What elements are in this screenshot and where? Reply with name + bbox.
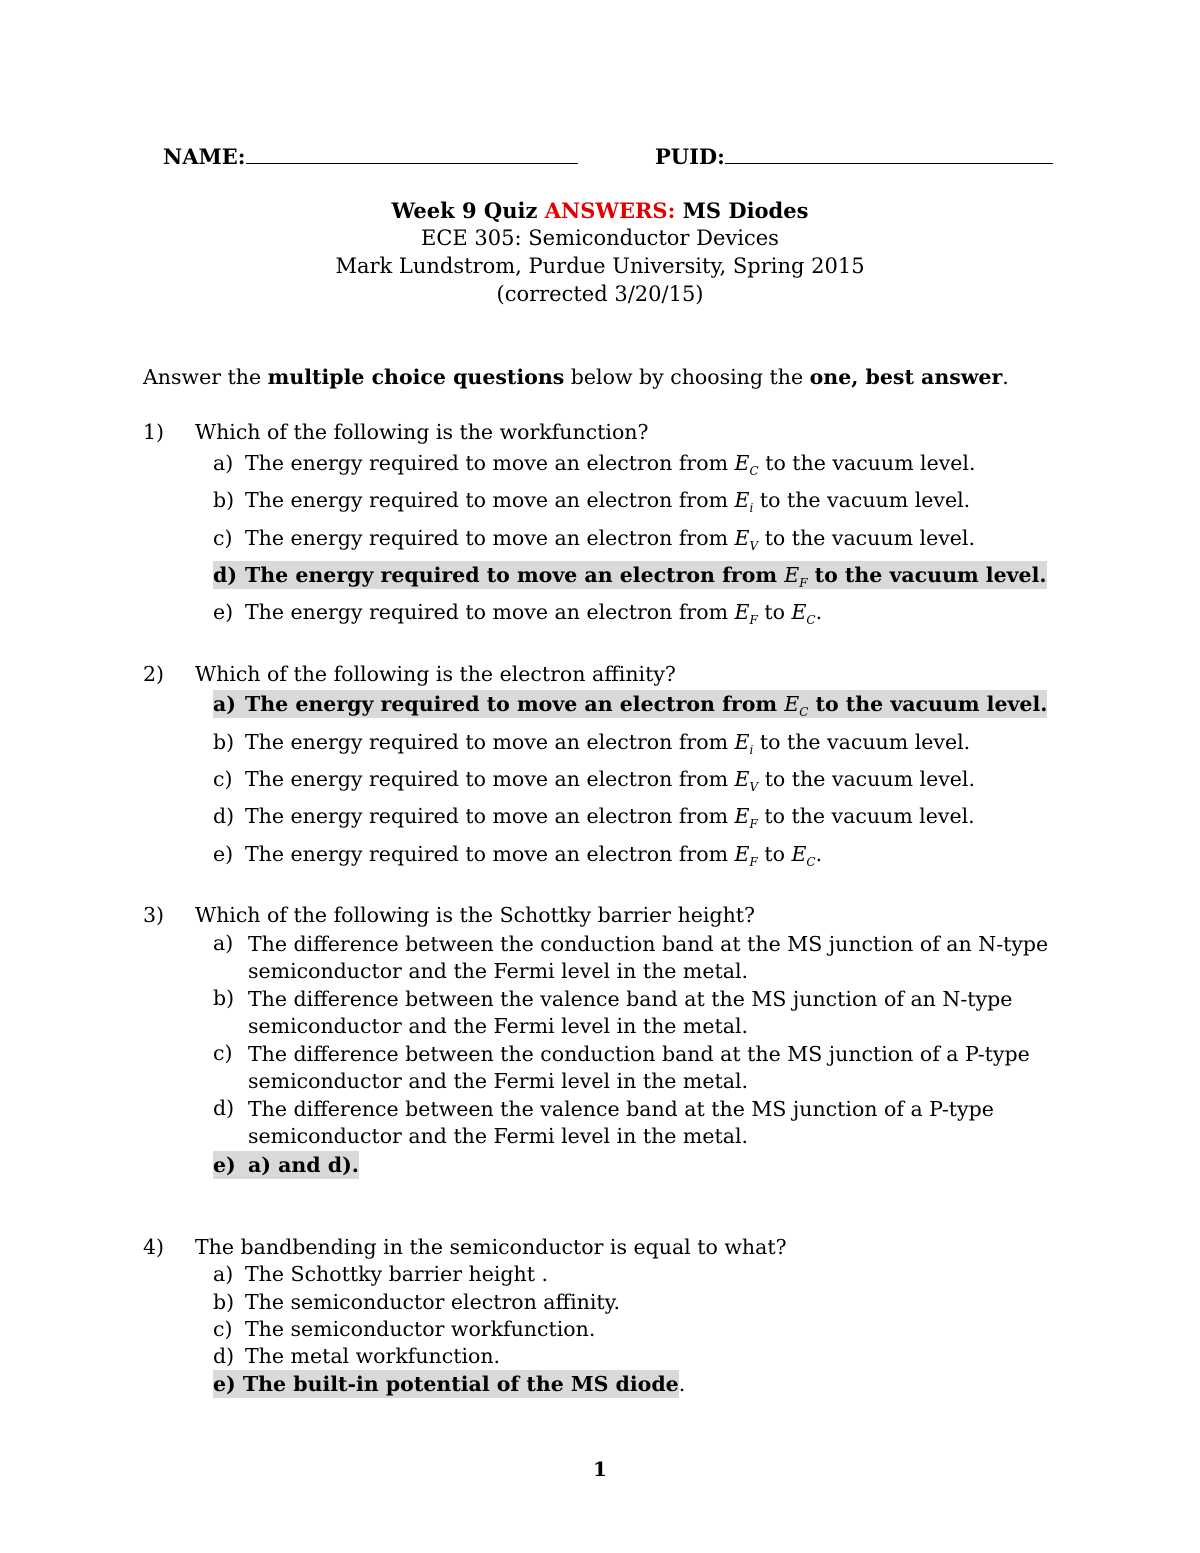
q4-option-b[interactable]: b) The semiconductor electron affinity. xyxy=(213,1290,621,1314)
question-4-text: The bandbending in the semiconductor is equal to what? xyxy=(195,1235,787,1259)
question-1-text: Which of the following is the workfunction? xyxy=(195,420,649,444)
q4-option-c[interactable]: c) The semiconductor workfunction. xyxy=(213,1317,596,1341)
q2-option-b[interactable]: b) The energy required to move an electron from $E_i$ to the vacuum level. xyxy=(213,730,971,758)
quiz-title: Week 9 Quiz ANSWERS: MS Diodes xyxy=(391,198,809,223)
symbol-ef: $E_F$ xyxy=(734,804,758,832)
q1-option-c[interactable]: c) The energy required to move an electron from $E_V$ to the vacuum level. xyxy=(213,526,975,554)
corrected-date: (corrected 3/20/15) xyxy=(496,282,704,306)
q3-option-e-correct[interactable] xyxy=(213,1153,359,1177)
symbol-ec: $E_C$ xyxy=(784,692,809,720)
instructions: Answer the multiple choice questions below by choosing the one, best answer. xyxy=(143,365,1009,389)
symbol-ec: $E_C$ xyxy=(791,842,816,870)
q1-option-d-correct[interactable] xyxy=(213,563,1047,590)
q4-option-d[interactable]: d) The metal workfunction. xyxy=(213,1344,501,1368)
answer-highlight: e) a) and d). xyxy=(213,1153,359,1177)
q4-option-a[interactable]: a) The Schottky barrier height . xyxy=(213,1262,549,1286)
answer-highlight: e) The built-in potential of the MS diode xyxy=(213,1372,679,1396)
symbol-ef: $E_F$ xyxy=(734,842,758,870)
q2-option-d[interactable]: d) The energy required to move an electron from $E_F$ to the vacuum level. xyxy=(213,804,975,832)
q4-option-e-correct[interactable]: e) The built-in potential of the MS diode. xyxy=(213,1372,686,1396)
puid-label: PUID: xyxy=(655,144,725,169)
author-line: Mark Lundstrom, Purdue University, Spring 2015 xyxy=(335,254,865,278)
symbol-ei: $E_i$ xyxy=(734,488,754,516)
question-2-text: Which of the following is the electron affinity? xyxy=(195,662,676,686)
symbol-ec: $E_C$ xyxy=(791,600,816,628)
symbol-ei: $E_i$ xyxy=(734,730,754,758)
course-title: ECE 305: Semiconductor Devices xyxy=(421,226,779,250)
page-number: 1 xyxy=(593,1457,607,1481)
answers-label: ANSWERS: xyxy=(544,198,676,223)
puid-blank[interactable] xyxy=(725,163,1053,164)
q1-option-a[interactable]: a) The energy required to move an electron from $E_C$ to the vacuum level. xyxy=(213,451,976,479)
answer-highlight: d) The energy required to move an electron from $E_F$ to the vacuum level. xyxy=(213,563,1047,591)
name-label: NAME: xyxy=(163,144,246,169)
question-3-text: Which of the following is the Schottky barrier height? xyxy=(195,903,756,927)
symbol-ev: $E_V$ xyxy=(734,767,759,795)
question-3-number: 3) xyxy=(143,903,165,927)
symbol-ef: $E_F$ xyxy=(734,600,758,628)
q2-option-c[interactable]: c) The energy required to move an electron from $E_V$ to the vacuum level. xyxy=(213,767,975,795)
symbol-ev: $E_V$ xyxy=(734,526,759,554)
symbol-ef: $E_F$ xyxy=(784,563,808,591)
q2-option-e[interactable]: e) The energy required to move an electron from $E_F$ to $E_C$. xyxy=(213,842,823,870)
question-4-number: 4) xyxy=(143,1235,165,1259)
q1-option-e[interactable]: e) The energy required to move an electron from $E_F$ to $E_C$. xyxy=(213,600,823,628)
answer-highlight: a) The energy required to move an electron from $E_C$ to the vacuum level. xyxy=(213,692,1048,720)
name-blank[interactable] xyxy=(246,163,578,164)
question-2-number: 2) xyxy=(143,662,165,686)
q1-option-b[interactable]: b) The energy required to move an electron from $E_i$ to the vacuum level. xyxy=(213,488,971,516)
q2-option-a-correct[interactable] xyxy=(213,692,1047,719)
symbol-ec: $E_C$ xyxy=(734,451,759,479)
name-field xyxy=(163,144,578,169)
puid-field xyxy=(655,144,1053,169)
question-1-number: 1) xyxy=(143,420,165,444)
